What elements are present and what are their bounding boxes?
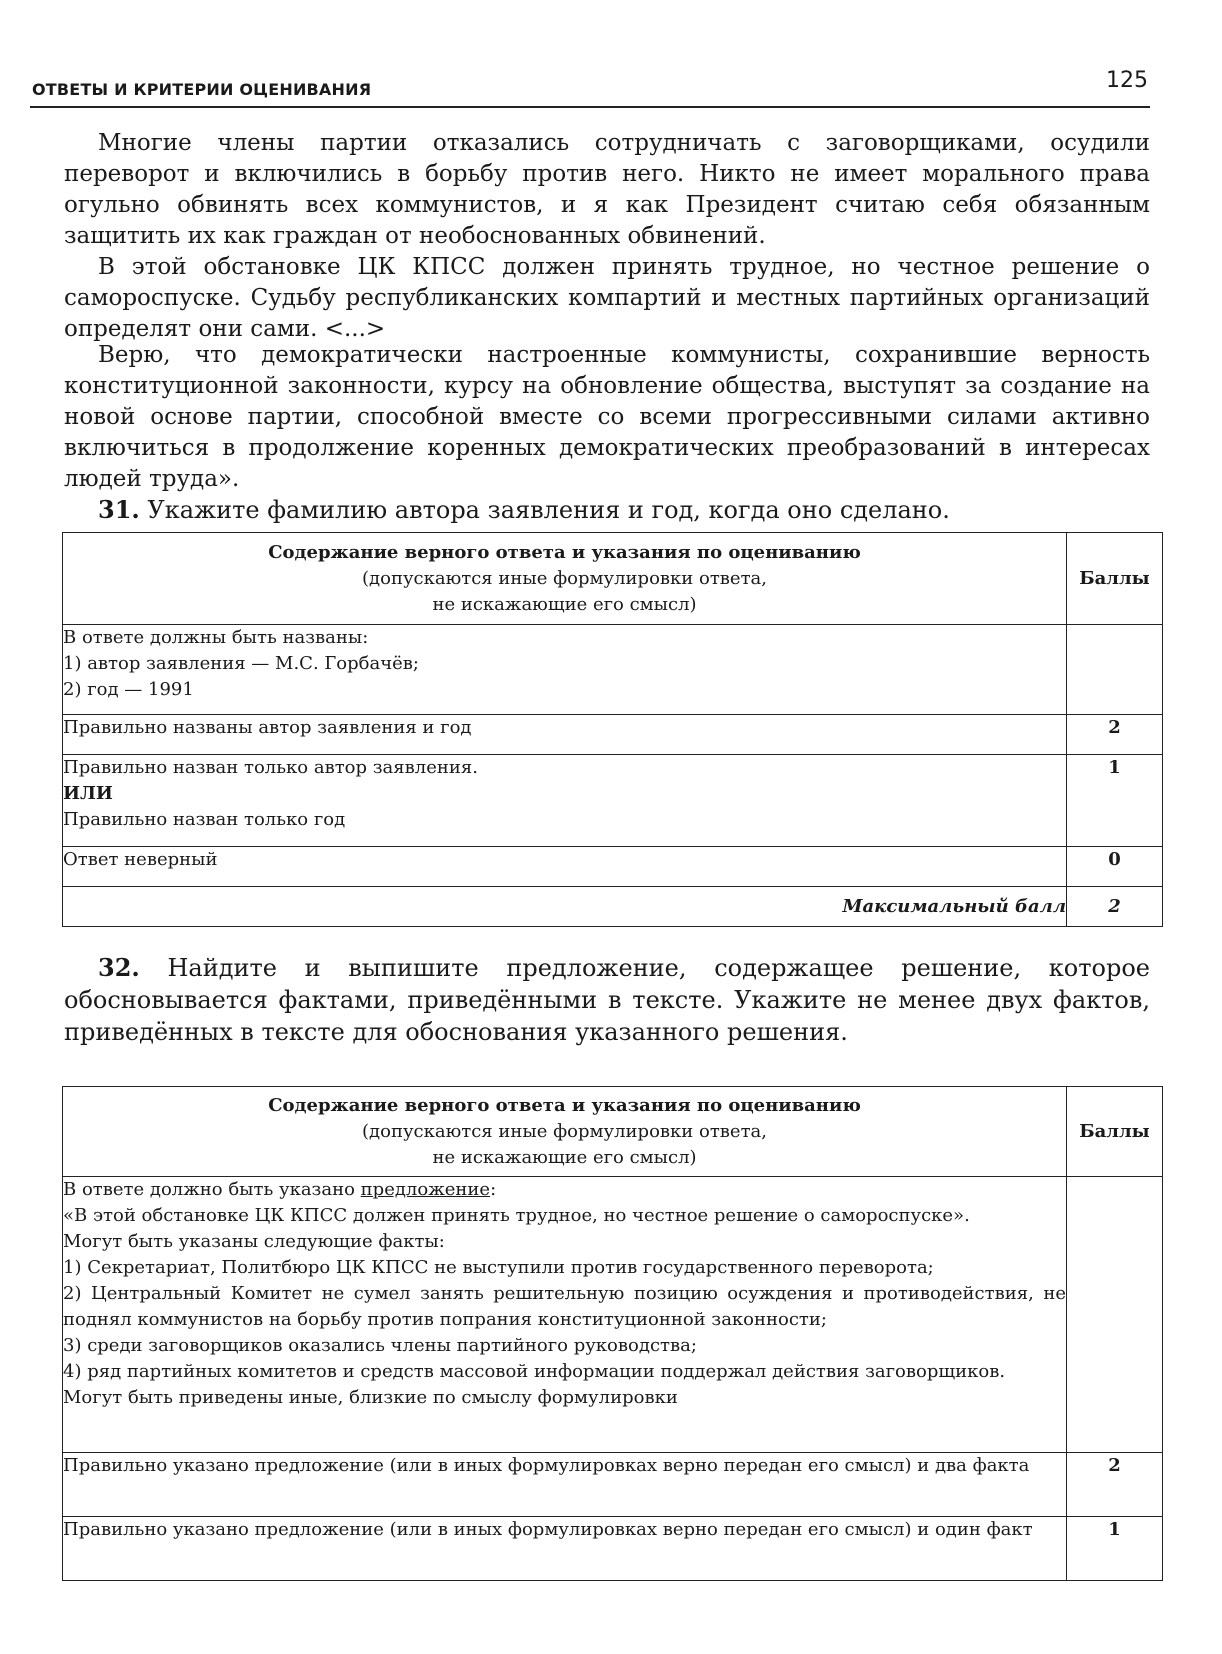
paragraph-2: В этой обстановке ЦК КПСС должен принять трудное, но честное решение о самороспуске. Судьбу республиканских компартий и местных партийных организаций определят они сами. <...> [64,254,1150,342]
page-number: 125 [1106,68,1148,93]
header-line-3: не искажающие его смысл) [432,593,697,615]
facts-intro: Могут быть указаны следующие факты: [63,1231,445,1252]
header-line-1: Содержание верного ответа и указания по оцениванию [268,541,861,563]
fact-3: 3) среди заговорщиков оказались члены партийного руководства; [63,1335,697,1356]
table-header-points: Баллы [1067,1087,1163,1177]
fact-4: 4) ряд партийных комитетов и средств массовой информации поддержал действия заговорщиков. [63,1361,1006,1382]
table-header-row [63,1087,1163,1177]
paragraph-1: Многие члены партии отказались сотрудничать с заговорщиками, осудили переворот и включились в борьбу против него. Никто не имеет морального права огульно обвинять всех коммунистов, и я как Президент считаю себя обязанным защитить их как граждан от необоснованных обвинений. [64,130,1150,249]
header-line-2: (допускаются иные формулировки ответа, [362,567,767,589]
criterion-text [63,755,1067,847]
table-row [63,625,1163,715]
answer-points [1067,1177,1163,1453]
criterion-line-1: Правильно назван только автор заявления. [63,757,478,778]
criterion-points: 2 [1067,715,1163,755]
other-formulations: Могут быть приведены иные, близкие по смыслу формулировки [63,1387,678,1408]
table-row [63,1453,1163,1517]
answer-intro-underlined: предложение [360,1179,491,1200]
criterion-text: Правильно указано предложение (или в иных формулировках верно передан его смысл) и один факт [63,1517,1067,1581]
answer-line-1: В ответе должны быть названы: [63,627,369,648]
criterion-points: 1 [1067,1517,1163,1581]
table-row [63,755,1163,847]
answer-intro-text: В ответе должно быть указано [63,1179,355,1200]
table-header-content [63,1087,1067,1177]
criterion-points: 0 [1067,847,1163,887]
fact-1: 1) Секретариат, Политбюро ЦК КПСС не выступили против государственного переворота; [63,1257,934,1278]
answer-points [1067,625,1163,715]
running-title: ОТВЕТЫ И КРИТЕРИИ ОЦЕНИВАНИЯ [32,80,372,99]
criteria-table-31 [62,532,1163,927]
question-31-text: Укажите фамилию автора заявления и год, когда оно сделано. [147,496,950,524]
question-31-number: 31. [98,495,140,524]
table-row [63,715,1163,755]
criterion-text: Правильно указано предложение (или в иных формулировках верно передан его смысл) и два факта [63,1453,1067,1517]
table-row [63,1517,1163,1581]
answer-intro-colon: : [490,1179,497,1200]
answer-intro [63,1177,1066,1203]
header-line-2: (допускаются иные формулировки ответа, [362,1120,767,1142]
table-header-points: Баллы [1067,533,1163,625]
paragraph-3: Верю, что демократически настроенные коммунисты, сохранившие верность конституционной законности, курсу на обновление общества, выступят за создание на новой основе партии, способной вместе со всеми прогрессивными силами активно включиться в продолжение коренных демократических преобразований в интересах людей труда». [64,342,1150,492]
answer-quote: «В этой обстановке ЦК КПСС должен принять трудное, но честное решение о самороспуске». [63,1205,970,1226]
header-line-1: Содержание верного ответа и указания по оцениванию [268,1094,861,1116]
question-31 [64,494,1150,526]
table-row [63,1177,1163,1453]
question-32-text: Найдите и выпишите предложение, содержащее решение, которое обосновывается фактами, приведёнными в тексте. Укажите не менее двух фактов, приведённых в тексте для обоснования указанного решения. [64,954,1150,1046]
criterion-points: 1 [1067,755,1163,847]
criterion-points: 2 [1067,1453,1163,1517]
question-32-number: 32. [98,953,140,982]
question-32 [64,952,1150,1048]
table-header-row [63,533,1163,625]
criterion-text: Правильно названы автор заявления и год [63,715,1067,755]
table-header-content [63,533,1067,625]
answer-content [63,625,1067,715]
table-row [63,847,1163,887]
criterion-line-3: Правильно назван только год [63,809,346,830]
criterion-or: ИЛИ [63,783,113,804]
max-score-label: Максимальный балл [63,887,1067,927]
criteria-table-32 [62,1086,1163,1581]
table-row [63,887,1163,927]
criterion-text: Ответ неверный [63,847,1067,887]
header-line-3: не искажающие его смысл) [432,1146,697,1168]
header-rule [30,106,1150,108]
answer-line-3: 2) год — 1991 [63,679,194,700]
answer-line-2: 1) автор заявления — М.С. Горбачёв; [63,653,419,674]
max-score-value: 2 [1067,887,1163,927]
fact-2: 2) Центральный Комитет не сумел занять решительную позицию осуждения и противодействия, не поднял коммунистов на борьбу против попрания конституционной законности; [63,1283,1066,1330]
answer-content [63,1177,1067,1453]
